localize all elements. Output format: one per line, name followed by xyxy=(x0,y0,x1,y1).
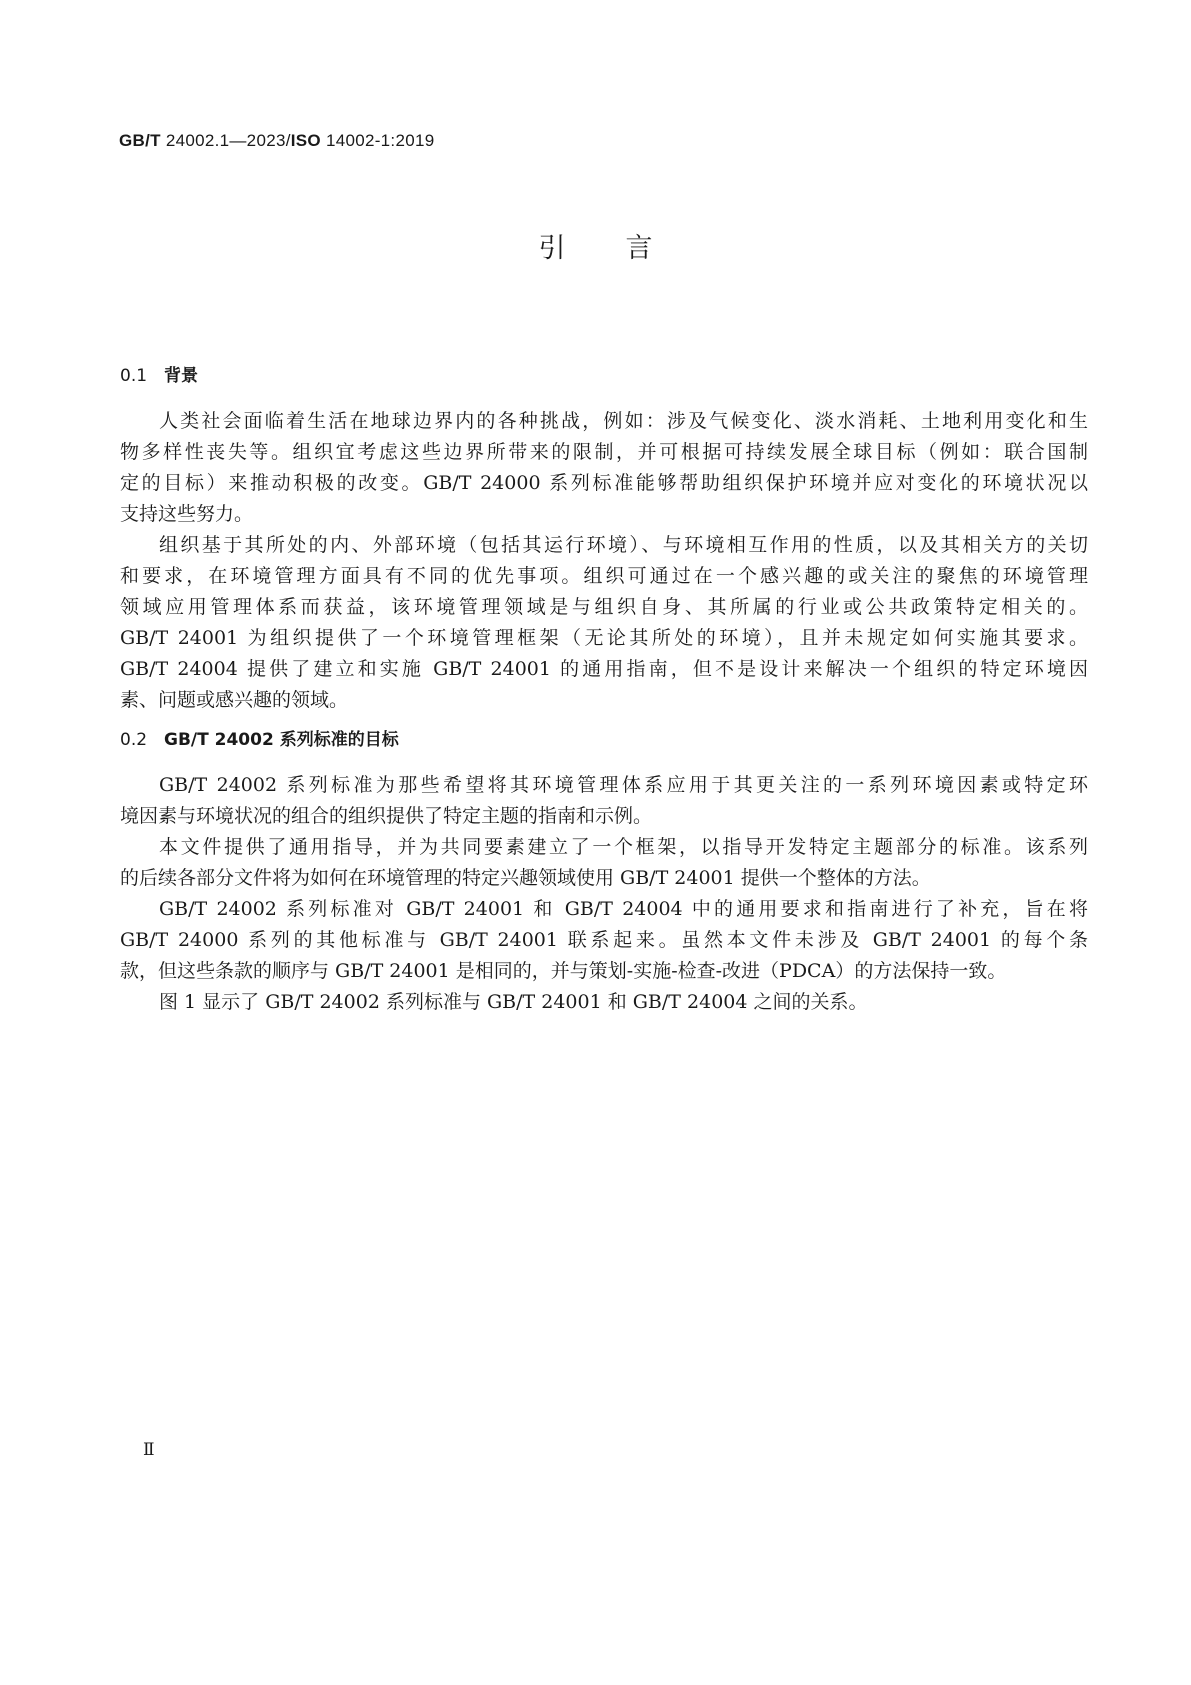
paragraph xyxy=(120,406,1088,530)
paragraph-line: 组织基于其所处的内、外部环境（包括其运行环境）、与环境相互作用的性质，以及其相关方的关切 xyxy=(159,534,1088,556)
paragraph-line: GB/T 24000 系列的其他标准与 GB/T 24001 联系起来。虽然本文件未涉及 GB/T 24001 的每个条 xyxy=(120,929,1088,951)
paragraph-line: 领域应用管理体系而获益，该环境管理领域是与组织自身、其所属的行业或公共政策特定相关的。 xyxy=(120,596,1088,618)
header-code: 24002.1—2023/ xyxy=(160,131,291,150)
paragraph-line: GB/T 24004 提供了建立和实施 GB/T 24001 的通用指南，但不是设计来解决一个组织的特定环境因 xyxy=(120,658,1088,680)
paragraph xyxy=(120,770,1088,832)
paragraph-line: 支持这些努力。 xyxy=(120,503,254,525)
paragraph-line: 本文件提供了通用指导，并为共同要素建立了一个框架，以指导开发特定主题部分的标准。该系列 xyxy=(159,836,1088,858)
section-heading xyxy=(120,364,1088,388)
section-title: GB/T 24002 系列标准的目标 xyxy=(164,730,399,750)
section-number: 0.1 xyxy=(120,366,148,386)
paragraph-line: 图 1 显示了 GB/T 24002 系列标准与 GB/T 24001 和 GB/T 24004 之间的关系。 xyxy=(159,991,868,1013)
document-body xyxy=(120,364,1088,1018)
paragraph-line: 款，但这些条款的顺序与 GB/T 24001 是相同的，并与策划-实施-检查-改进（PDCA）的方法保持一致。 xyxy=(120,960,1007,982)
paragraph-line: 的后续各部分文件将为如何在环境管理的特定兴趣领域使用 GB/T 24001 提供一个整体的方法。 xyxy=(120,867,931,889)
paragraph xyxy=(120,987,1088,1018)
section-number: 0.2 xyxy=(120,730,148,750)
paragraph-line: GB/T 24002 系列标准为那些希望将其环境管理体系应用于其更关注的一系列环境因素或特定环 xyxy=(159,774,1088,796)
paragraph xyxy=(120,832,1088,894)
paragraph xyxy=(120,530,1088,716)
page-title: 引言 xyxy=(538,233,713,264)
document-code-header xyxy=(119,131,434,151)
page-number: Ⅱ xyxy=(143,1440,155,1460)
paragraph-line: GB/T 24001 为组织提供了一个环境管理框架（无论其所处的环境），且并未规定如何实施其要求。 xyxy=(120,627,1088,649)
paragraph-line: 人类社会面临着生活在地球边界内的各种挑战，例如：涉及气候变化、淡水消耗、土地利用变化和生 xyxy=(159,410,1088,432)
paragraph-line: 境因素与环境状况的组合的组织提供了特定主题的指南和示例。 xyxy=(120,805,653,827)
paragraph-line: 定的目标）来推动积极的改变。GB/T 24000 系列标准能够帮助组织保护环境并应对变化的环境状况以 xyxy=(120,472,1088,494)
paragraph-line: 和要求，在环境管理方面具有不同的优先事项。组织可通过在一个感兴趣的或关注的聚焦的环境管理 xyxy=(120,565,1088,587)
section-title: 背景 xyxy=(164,366,198,386)
header-iso: ISO xyxy=(290,131,321,150)
paragraph-line: GB/T 24002 系列标准对 GB/T 24001 和 GB/T 24004 中的通用要求和指南进行了补充，旨在将 xyxy=(159,898,1088,920)
paragraph xyxy=(120,894,1088,987)
header-gbt: GB/T xyxy=(119,131,161,150)
paragraph-line: 物多样性丧失等。组织宜考虑这些边界所带来的限制，并可根据可持续发展全球目标（例如：联合国制 xyxy=(120,441,1088,463)
section-heading xyxy=(120,728,1088,752)
paragraph-line: 素、问题或感兴趣的领域。 xyxy=(120,689,349,711)
header-iso-code: 14002-1:2019 xyxy=(320,131,435,150)
